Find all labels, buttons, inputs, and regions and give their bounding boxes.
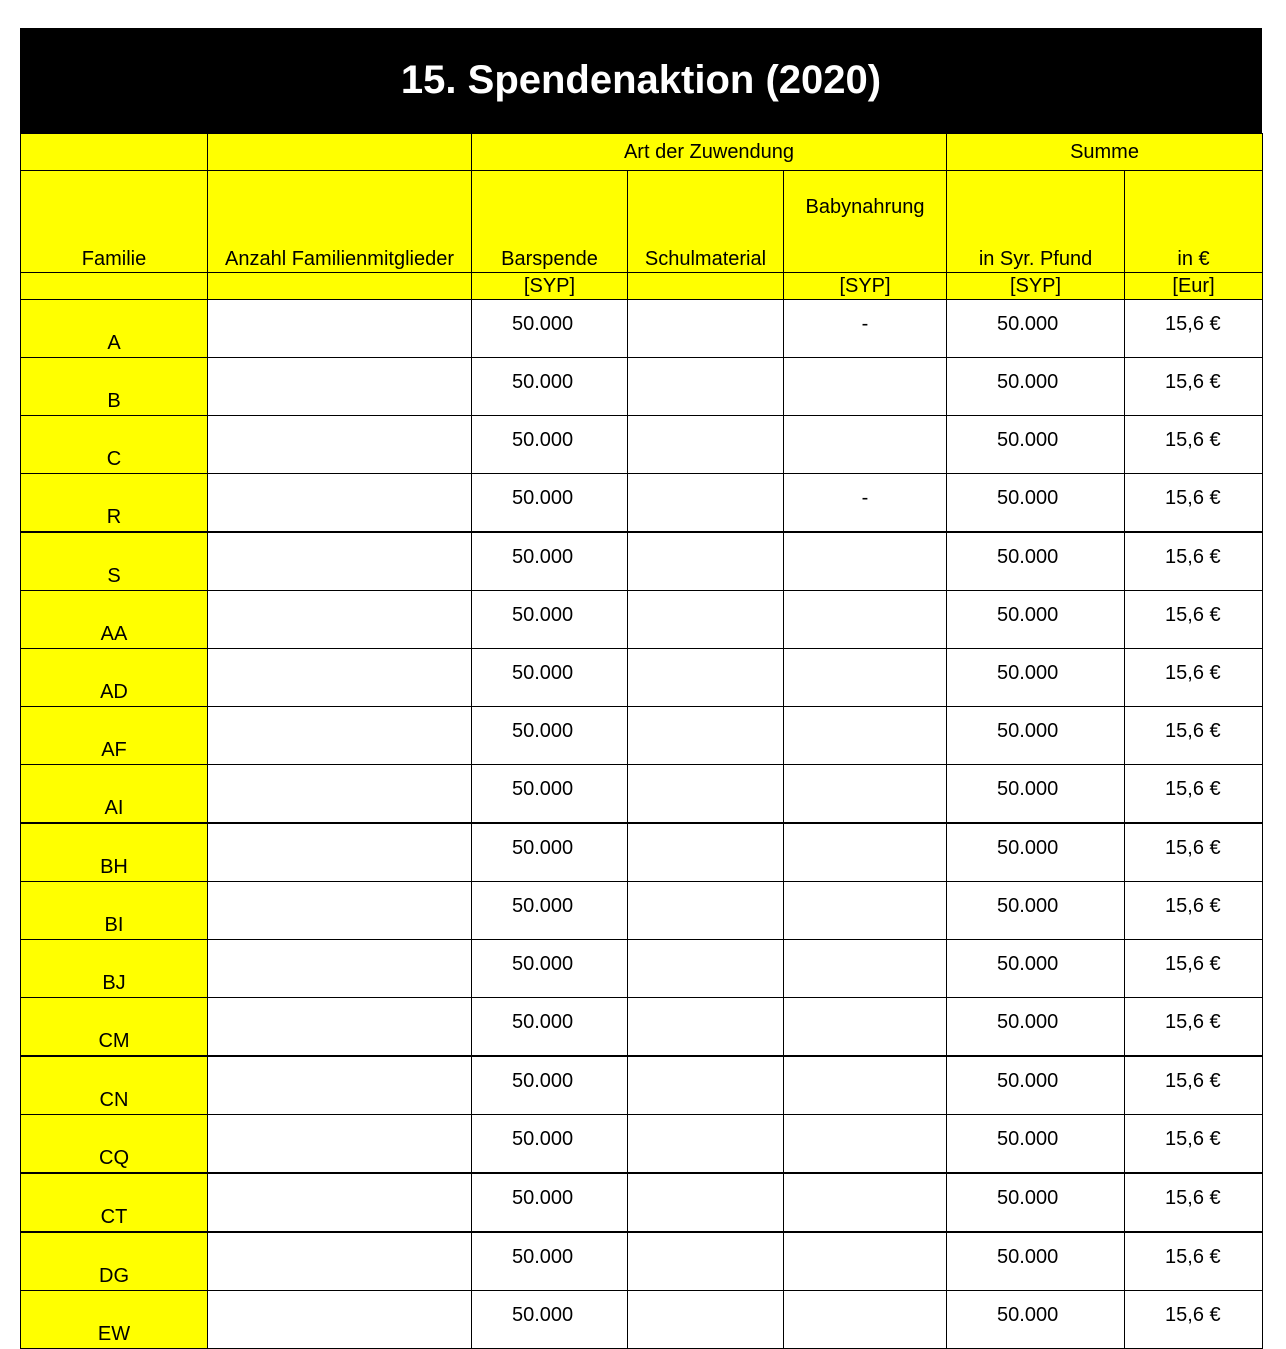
table-row [21, 358, 1263, 416]
cell-anzahl [208, 591, 472, 649]
table-row [21, 532, 1263, 591]
cell-anzahl [208, 1115, 472, 1174]
table-row [21, 1115, 1263, 1174]
cell-schulmaterial [628, 1173, 784, 1232]
cell-familie: AA [21, 591, 208, 649]
cell-summe-syp [947, 1056, 1125, 1115]
cell-barspende [472, 1056, 628, 1115]
unit-blank-cell [628, 273, 784, 300]
table-row [21, 300, 1263, 358]
header-row-columns [21, 171, 1263, 273]
cell-barspende [472, 474, 628, 533]
table-row [21, 591, 1263, 649]
cell-babynahrung [784, 998, 947, 1057]
cell-barspende [472, 998, 628, 1057]
cell-babynahrung [784, 765, 947, 824]
cell-summe-syp [947, 707, 1125, 765]
cell-summe-eur [1125, 300, 1263, 358]
cell-babynahrung [784, 591, 947, 649]
cell-barspende-value: 50.000 [512, 720, 574, 742]
cell-barspende-value: 50.000 [512, 778, 574, 800]
cell-barspende [472, 416, 628, 474]
cell-barspende [472, 882, 628, 940]
cell-babynahrung [784, 649, 947, 707]
cell-barspende [472, 765, 628, 824]
cell-summe-syp-value: 50.000 [997, 487, 1059, 509]
cell-familie: CT [21, 1173, 208, 1232]
cell-summe-eur-value: 15,6 € [1165, 313, 1221, 335]
cell-summe-syp [947, 1291, 1125, 1349]
cell-barspende-value: 50.000 [512, 429, 574, 451]
cell-babynahrung [784, 1056, 947, 1115]
table-row [21, 765, 1263, 824]
unit-blank-cell [21, 273, 208, 300]
cell-summe-syp [947, 1173, 1125, 1232]
cell-summe-eur [1125, 1056, 1263, 1115]
cell-summe-eur [1125, 998, 1263, 1057]
cell-anzahl [208, 998, 472, 1057]
cell-summe-syp-value: 50.000 [997, 778, 1059, 800]
cell-barspende [472, 649, 628, 707]
cell-schulmaterial [628, 1056, 784, 1115]
cell-summe-syp-value: 50.000 [997, 604, 1059, 626]
cell-anzahl [208, 707, 472, 765]
cell-barspende [472, 823, 628, 882]
cell-summe-eur-value: 15,6 € [1165, 1070, 1221, 1092]
cell-babynahrung [784, 940, 947, 998]
table-row [21, 1232, 1263, 1291]
cell-summe-syp-value: 50.000 [997, 837, 1059, 859]
cell-babynahrung [784, 707, 947, 765]
cell-babynahrung [784, 416, 947, 474]
cell-babynahrung [784, 882, 947, 940]
cell-barspende-value: 50.000 [512, 662, 574, 684]
table-row [21, 649, 1263, 707]
spreadsheet [20, 28, 1262, 1349]
cell-summe-syp [947, 823, 1125, 882]
cell-anzahl [208, 649, 472, 707]
header-familie: Familie [21, 171, 208, 273]
cell-babynahrung: - [784, 474, 947, 533]
cell-schulmaterial [628, 707, 784, 765]
table-row [21, 474, 1263, 533]
cell-summe-eur-value: 15,6 € [1165, 546, 1221, 568]
cell-summe-syp-value: 50.000 [997, 895, 1059, 917]
cell-babynahrung [784, 1115, 947, 1174]
cell-summe-eur-value: 15,6 € [1165, 371, 1221, 393]
unit-syp: [SYP] [947, 273, 1125, 300]
cell-barspende-value: 50.000 [512, 1011, 574, 1033]
table-row [21, 416, 1263, 474]
cell-summe-eur-value: 15,6 € [1165, 429, 1221, 451]
cell-summe-eur [1125, 823, 1263, 882]
cell-barspende-value: 50.000 [512, 1128, 574, 1150]
cell-summe-eur-value: 15,6 € [1165, 778, 1221, 800]
cell-barspende [472, 532, 628, 591]
cell-anzahl [208, 474, 472, 533]
cell-summe-syp-value: 50.000 [997, 1011, 1059, 1033]
cell-anzahl [208, 358, 472, 416]
cell-summe-syp [947, 532, 1125, 591]
cell-familie: S [21, 532, 208, 591]
cell-summe-eur [1125, 474, 1263, 533]
cell-summe-syp [947, 940, 1125, 998]
cell-schulmaterial [628, 823, 784, 882]
cell-anzahl [208, 765, 472, 824]
cell-summe-eur [1125, 707, 1263, 765]
cell-familie: CN [21, 1056, 208, 1115]
cell-anzahl [208, 1056, 472, 1115]
cell-familie: BH [21, 823, 208, 882]
cell-familie: DG [21, 1232, 208, 1291]
cell-schulmaterial [628, 649, 784, 707]
cell-schulmaterial [628, 882, 784, 940]
cell-babynahrung: - [784, 300, 947, 358]
cell-summe-syp [947, 358, 1125, 416]
cell-anzahl [208, 882, 472, 940]
cell-familie: B [21, 358, 208, 416]
cell-anzahl [208, 823, 472, 882]
cell-barspende-value: 50.000 [512, 837, 574, 859]
cell-barspende-value: 50.000 [512, 1304, 574, 1326]
cell-summe-syp [947, 998, 1125, 1057]
cell-schulmaterial [628, 416, 784, 474]
table-row [21, 940, 1263, 998]
cell-babynahrung [784, 1291, 947, 1349]
cell-summe-syp-value: 50.000 [997, 313, 1059, 335]
cell-babynahrung [784, 358, 947, 416]
unit-barspende: [SYP] [472, 273, 628, 300]
cell-schulmaterial [628, 591, 784, 649]
cell-summe-eur [1125, 649, 1263, 707]
cell-barspende-value: 50.000 [512, 371, 574, 393]
cell-summe-syp [947, 1232, 1125, 1291]
cell-anzahl [208, 300, 472, 358]
cell-schulmaterial [628, 1115, 784, 1174]
unit-eur: [Eur] [1125, 273, 1263, 300]
cell-barspende [472, 358, 628, 416]
cell-barspende [472, 300, 628, 358]
cell-schulmaterial [628, 765, 784, 824]
cell-summe-eur-value: 15,6 € [1165, 837, 1221, 859]
cell-barspende-value: 50.000 [512, 953, 574, 975]
cell-barspende-value: 50.000 [512, 1246, 574, 1268]
header-group-summe: Summe [947, 134, 1263, 171]
cell-summe-eur-value: 15,6 € [1165, 1128, 1221, 1150]
cell-summe-syp [947, 765, 1125, 824]
header-babynahrung: Babynahrung [784, 171, 947, 273]
cell-summe-eur-value: 15,6 € [1165, 953, 1221, 975]
cell-summe-eur-value: 15,6 € [1165, 662, 1221, 684]
cell-familie: AI [21, 765, 208, 824]
cell-summe-syp [947, 882, 1125, 940]
cell-babynahrung [784, 823, 947, 882]
cell-babynahrung [784, 1232, 947, 1291]
cell-familie: BI [21, 882, 208, 940]
cell-summe-syp-value: 50.000 [997, 953, 1059, 975]
cell-familie: CQ [21, 1115, 208, 1174]
cell-familie: EW [21, 1291, 208, 1349]
cell-summe-syp-value: 50.000 [997, 1246, 1059, 1268]
header-schulmaterial: Schulmaterial [628, 171, 784, 273]
cell-anzahl [208, 416, 472, 474]
cell-barspende [472, 1115, 628, 1174]
cell-summe-syp-value: 50.000 [997, 371, 1059, 393]
cell-schulmaterial [628, 1291, 784, 1349]
header-barspende: Barspende [472, 171, 628, 273]
table-row [21, 882, 1263, 940]
cell-summe-syp-value: 50.000 [997, 720, 1059, 742]
cell-schulmaterial [628, 1232, 784, 1291]
table-row [21, 998, 1263, 1057]
cell-familie: R [21, 474, 208, 533]
cell-barspende-value: 50.000 [512, 1187, 574, 1209]
cell-babynahrung [784, 1173, 947, 1232]
table-row [21, 823, 1263, 882]
cell-barspende-value: 50.000 [512, 546, 574, 568]
sheet-title-bar [20, 28, 1262, 133]
cell-barspende [472, 1291, 628, 1349]
sheet-title: 15. Spendenaktion (2020) [400, 58, 882, 102]
cell-barspende-value: 50.000 [512, 313, 574, 335]
cell-summe-eur [1125, 765, 1263, 824]
header-group-art: Art der Zuwendung [472, 134, 947, 171]
cell-summe-syp-value: 50.000 [997, 429, 1059, 451]
cell-summe-syp-value: 50.000 [997, 1128, 1059, 1150]
cell-summe-eur-value: 15,6 € [1165, 487, 1221, 509]
cell-summe-syp [947, 591, 1125, 649]
cell-summe-eur [1125, 1232, 1263, 1291]
header-row-units [21, 273, 1263, 300]
cell-summe-syp [947, 416, 1125, 474]
cell-barspende [472, 591, 628, 649]
cell-summe-eur [1125, 882, 1263, 940]
cell-schulmaterial [628, 300, 784, 358]
donation-table [20, 133, 1263, 1349]
cell-summe-eur [1125, 591, 1263, 649]
cell-babynahrung [784, 532, 947, 591]
cell-summe-syp-value: 50.000 [997, 1187, 1059, 1209]
cell-barspende [472, 1232, 628, 1291]
cell-familie: AD [21, 649, 208, 707]
header-anzahl: Anzahl Familienmitglieder [208, 171, 472, 273]
cell-familie: CM [21, 998, 208, 1057]
cell-summe-eur [1125, 1173, 1263, 1232]
cell-familie: AF [21, 707, 208, 765]
cell-anzahl [208, 532, 472, 591]
header-in-syp: in Syr. Pfund [947, 171, 1125, 273]
cell-schulmaterial [628, 532, 784, 591]
cell-summe-eur-value: 15,6 € [1165, 720, 1221, 742]
table-row [21, 1173, 1263, 1232]
cell-summe-syp-value: 50.000 [997, 546, 1059, 568]
cell-anzahl [208, 1232, 472, 1291]
header-in-eur: in € [1125, 171, 1263, 273]
unit-blank-cell [208, 273, 472, 300]
cell-barspende-value: 50.000 [512, 487, 574, 509]
unit-babynahrung: [SYP] [784, 273, 947, 300]
cell-summe-eur-value: 15,6 € [1165, 604, 1221, 626]
cell-summe-eur-value: 15,6 € [1165, 1246, 1221, 1268]
header-blank-cell [208, 134, 472, 171]
cell-summe-eur [1125, 532, 1263, 591]
cell-summe-eur-value: 15,6 € [1165, 1187, 1221, 1209]
cell-familie: C [21, 416, 208, 474]
cell-summe-syp-value: 50.000 [997, 1304, 1059, 1326]
cell-summe-syp-value: 50.000 [997, 662, 1059, 684]
cell-familie: BJ [21, 940, 208, 998]
cell-schulmaterial [628, 358, 784, 416]
cell-familie: A [21, 300, 208, 358]
cell-summe-eur [1125, 1291, 1263, 1349]
table-row [21, 1291, 1263, 1349]
cell-summe-syp [947, 649, 1125, 707]
cell-summe-eur [1125, 358, 1263, 416]
cell-summe-syp [947, 300, 1125, 358]
cell-summe-syp-value: 50.000 [997, 1070, 1059, 1092]
header-row-groups [21, 134, 1263, 171]
cell-schulmaterial [628, 940, 784, 998]
header-blank-cell [21, 134, 208, 171]
cell-summe-eur [1125, 416, 1263, 474]
cell-barspende-value: 50.000 [512, 895, 574, 917]
cell-barspende [472, 707, 628, 765]
cell-anzahl [208, 1173, 472, 1232]
cell-summe-eur [1125, 1115, 1263, 1174]
cell-barspende-value: 50.000 [512, 604, 574, 626]
cell-summe-eur-value: 15,6 € [1165, 1304, 1221, 1326]
cell-anzahl [208, 1291, 472, 1349]
cell-summe-eur-value: 15,6 € [1165, 1011, 1221, 1033]
cell-barspende [472, 940, 628, 998]
cell-summe-eur [1125, 940, 1263, 998]
cell-schulmaterial [628, 998, 784, 1057]
cell-anzahl [208, 940, 472, 998]
cell-summe-syp [947, 474, 1125, 533]
table-row [21, 707, 1263, 765]
cell-barspende-value: 50.000 [512, 1070, 574, 1092]
cell-schulmaterial [628, 474, 784, 533]
table-row [21, 1056, 1263, 1115]
cell-summe-eur-value: 15,6 € [1165, 895, 1221, 917]
cell-barspende [472, 1173, 628, 1232]
cell-summe-syp [947, 1115, 1125, 1174]
